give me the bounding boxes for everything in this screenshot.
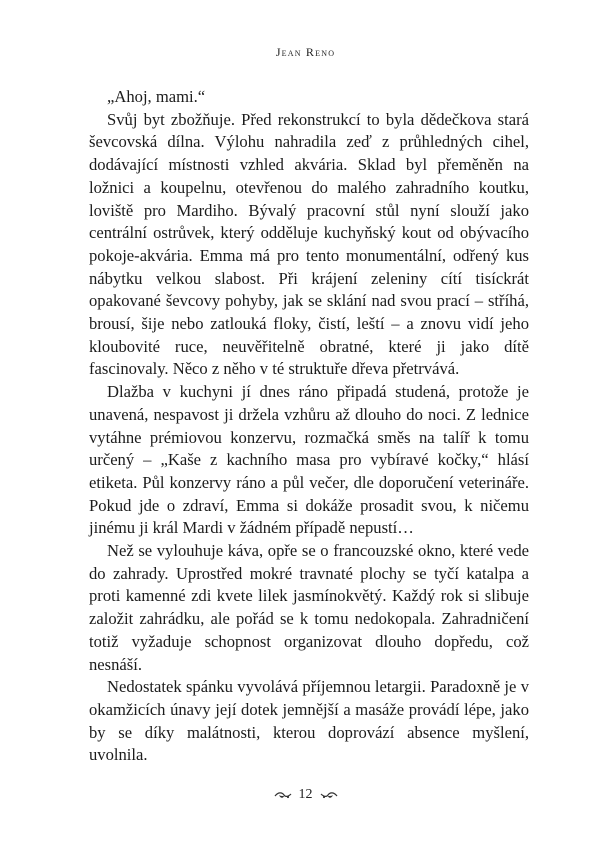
page-footer [0, 787, 611, 803]
paragraph: Dlažba v kuchyni jí dnes ráno připadá studená, protože je unavená, nespavost ji držela vzhůru až dlouho do noci. Z lednice vytáhne prémiovou konzervu, rozmačká směs na talíř k tomu určený – „Kaše z kachního masa pro vybíravé kočky,“ hlásí etiketa. Půl konzervy ráno a půl večer, dle doporučení veterináře. Pokud jde o zdraví, Emma si dokáže prosadit svou, k ničemu jinému ji král Mardi v žádném případě nepustí… [89, 382, 529, 538]
fleuron-left-icon [274, 791, 292, 800]
fleuron-right-icon [320, 791, 338, 800]
body-text [89, 86, 529, 767]
paragraph: „Ahoj, mami.“ [107, 87, 206, 106]
paragraph: Nedostatek spánku vyvolává příjemnou letargii. Paradoxně je v okamžicích únavy její dotek jemnější a masáže provádí lépe, jako by se díky malátnosti, kterou doprovází absence myšlení, uvolnila. [89, 677, 529, 765]
page-number: 12 [298, 787, 313, 802]
paragraph: Svůj byt zbožňuje. Před rekonstrukcí to byla dědečkova stará ševcovská dílna. Výlohu nahradila zeď z průhledných cihel, dodávající místnosti vzhled akvária. Sklad byl přeměněn na ložnici a koupelnu, otevřenou do malého zahradního koutku, loviště pro Mardiho. Bývalý pracovní stůl nyní slouží jako centrální ostrůvek, který odděluje kuchyňský kout od obývacího pokoje-akvária. Emma má pro tento monumentální, odřený kus nábytku velkou slabost. Při krájení zeleniny cítí tisíckrát opakované ševcovy pohyby, jak se sklání nad svou prací – stříhá, brousí, šije nebo zatlouká floky, čistí, leští – a znovu vidí jeho kloubovité ruce, neuvěřitelně obratné, které ji jako dítě fascinovaly. Něco z něho v té struktuře dřeva přetrvává. [89, 109, 529, 379]
paragraph: Než se vylouhuje káva, opře se o francouzské okno, které vede do zahrady. Uprostřed mokré travnaté plochy se tyčí katalpa a proti kamenné zdi kvete lilek jasmínokvětý. Každý rok si slibuje založit zahrádku, ale pořád se k tomu nedokopala. Zahradničení totiž vyžaduje schopnost organizovat dlouho dopředu, což nesnáší. [89, 541, 529, 674]
running-head: Jean Reno [275, 45, 336, 59]
